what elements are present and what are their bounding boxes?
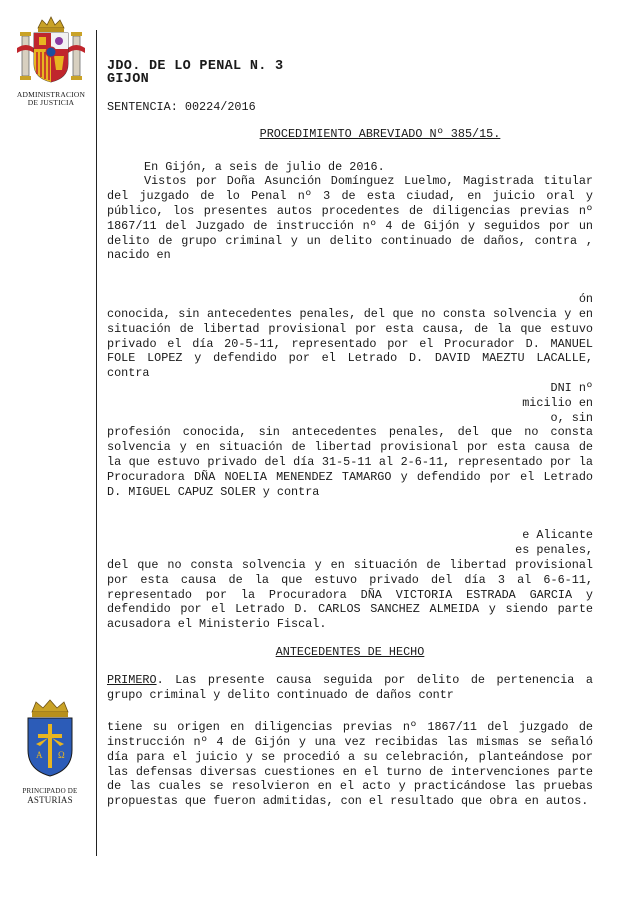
asturias-coat-of-arms-icon — [18, 698, 82, 780]
primero-text: . Las presente causa seguida por delito de pertenencia a grupo criminal y delito continuado de daños contr — [107, 672, 593, 702]
court-name — [107, 60, 593, 86]
svg-text:A: A — [36, 750, 43, 760]
principado-de-asturias-logo — [18, 698, 82, 805]
logo-bottom-caption — [18, 787, 82, 805]
sentencia-number: SENTENCIA: 00224/2016 — [107, 100, 256, 114]
defendant3-paragraph: del que no consta solvencia y en situación de libertad provisional por esta causa de la que estuvo privado del día 3 al 6-6-11, representado por la Procuradora DÑA VICTORIA ESTRADA GARCIA y defendido por el Letrado D. CARLOS SANCHEZ ALMEIDA y siendo parte acusadora el Ministerio Fiscal. — [107, 557, 593, 632]
logo-bottom-caption-line1: PRINCIPADO DE — [22, 787, 78, 795]
redacted-fragment-penales: es penales, — [515, 543, 593, 558]
primero-label: PRIMERO — [107, 672, 157, 687]
svg-text:Ω: Ω — [58, 750, 65, 760]
spain-coat-of-arms-icon — [14, 14, 88, 86]
margin-divider-line — [96, 30, 97, 856]
redacted-fragment-on: ón — [578, 292, 593, 307]
antecedentes-heading: ANTECEDENTES DE HECHO — [275, 644, 425, 659]
court-name-line1: JDO. DE LO PENAL N. 3 — [107, 59, 284, 74]
primero-paragraph — [107, 673, 593, 703]
redacted-fragment-alicante: e Alicante — [522, 528, 593, 543]
origen-paragraph: tiene su origen en diligencias previas nº 1867/11 del juzgado de instrucción nº 4 de Gijón y una vez recibidas las mismas se señaló día para el juicio y se procedió a su celebración, planteándose por las defensas diversas cuestiones en el turno de intervenciones parte de las cuales se resolvieron en el acto y practicándose las pruebas propuestas que fueron admitidas, con el resultado que obra en autos. — [107, 720, 593, 809]
defendant1-paragraph: conocida, sin antecedentes penales, del que no consta solvencia y en situación de libertad provisional por esta causa, de la que estuvo privado el día 20-5-11, representado por el Procurador D. MANUEL FOLE LOPEZ y defendido por el Letrado D. DAVID MAEZTU LACALLE, contra — [107, 306, 593, 381]
logo-bottom-caption-line2: ASTURIAS — [27, 795, 73, 805]
defendant2-paragraph: profesión conocida, sin antecedentes penales, del que no consta solvencia y en situación de libertad provisional por esta causa de la que estuvo privado del día 31-5-11 al 2-6-11, representado por la Procuradora DÑA NOELIA MENENDEZ TAMARGO y defendido por el Letrado D. MIGUEL CAPUZ SOLER y contra — [107, 425, 593, 499]
administracion-de-justicia-logo — [14, 14, 88, 107]
logo-top-caption-line2: DE JUSTICIA — [27, 98, 75, 107]
logo-top-caption — [14, 91, 88, 107]
logo-top-caption-line1: ADMINISTRACION — [16, 90, 86, 99]
redacted-fragment-dni: DNI nº — [550, 380, 593, 395]
redacted-fragment-domicilio: micilio en — [522, 395, 593, 410]
document-body — [107, 60, 593, 809]
vistos-paragraph: Vistos por Doña Asunción Domínguez Luelmo, Magistrada titular del juzgado de lo Penal nº 3 de esta ciudad, en juicio oral y público, los presentes autos procedentes de diligencias previas nº 1867/11 del Juzgado de instrucción nº 4 de Gijón y seguidos por un delito de grupo criminal y un delito continuado de daños, contra , nacido en — [107, 174, 593, 263]
date-paragraph: En Gijón, a seis de julio de 2016. — [144, 159, 385, 174]
procedimiento-heading: PROCEDIMIENTO ABREVIADO Nº 385/15. — [259, 126, 501, 141]
court-name-line2: GIJON — [107, 72, 150, 87]
redacted-fragment-osin: o, sin — [550, 410, 593, 425]
